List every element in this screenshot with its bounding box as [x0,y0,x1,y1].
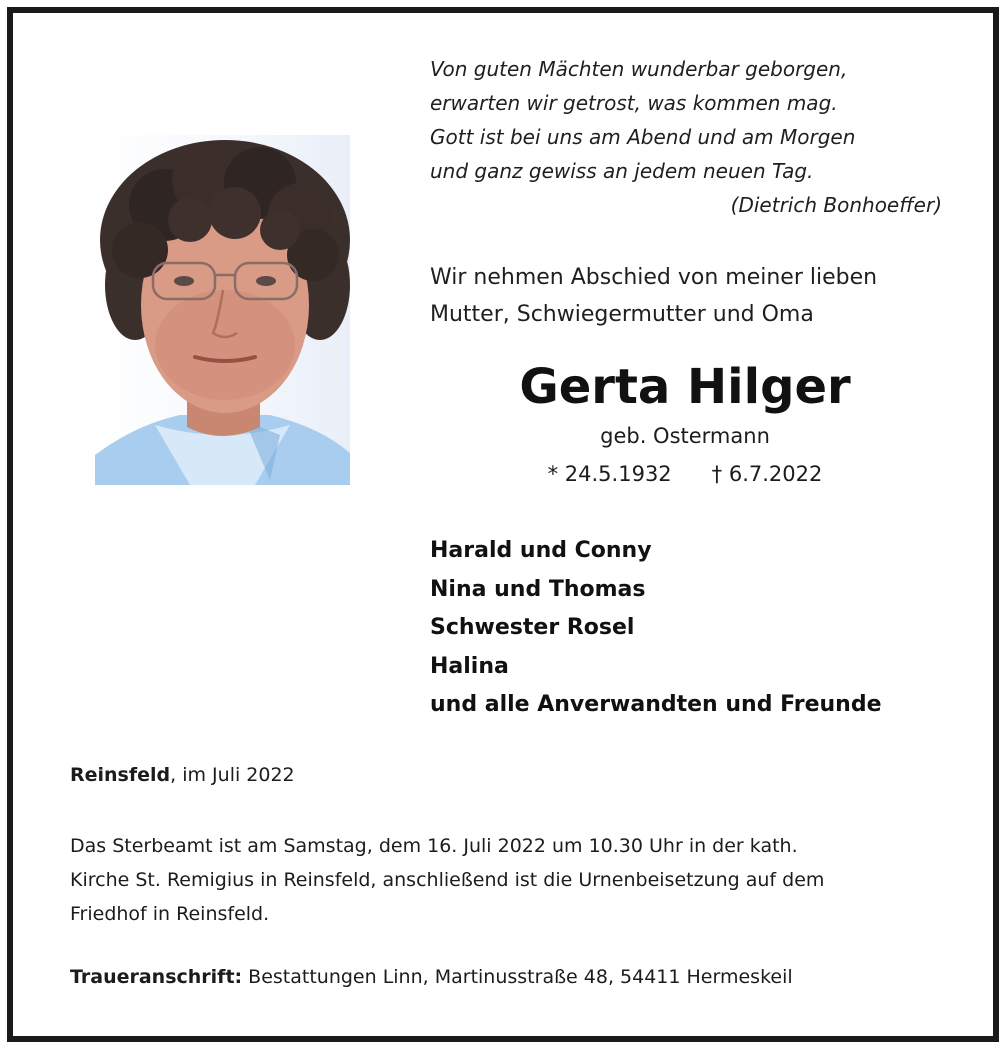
mourner-entry: Schwester Rosel [430,615,635,640]
portrait-illustration [95,135,350,485]
poem-line: und ganz gewiss an jedem neuen Tag. [430,159,814,183]
intro-line: Wir nehmen Abschied von meiner lieben [430,265,878,290]
mourning-address [70,961,793,993]
poem-line: Von guten Mächten wunderbar geborgen, [430,57,848,81]
poem-line: Gott ist bei uns am Abend und am Morgen [430,125,856,149]
deceased-name: Gerta Hilger [519,359,851,415]
death-date: † 6.7.2022 [711,462,823,486]
mourner-entry: und alle Anverwandten und Freunde [430,692,882,717]
mourner-entry: Harald und Conny [430,538,652,563]
address-value: Bestattungen Linn, Martinusstraße 48, 54411 Hermeskeil [242,966,793,988]
farewell-intro [430,259,970,333]
poem-line: erwarten wir getrost, was kommen mag. [430,91,838,115]
mourner-entry: Nina und Thomas [430,576,646,602]
service-line: Kirche St. Remigius in Reinsfeld, anschließend ist die Urnenbeisetzung auf dem [70,869,825,891]
service-info [70,829,950,931]
portrait-photo [95,135,350,485]
place-and-date [70,759,295,791]
poem-quote [430,52,950,222]
mourner-entry: Halina [430,653,509,679]
life-dates [430,457,940,491]
birth-date: * 24.5.1932 [547,462,672,486]
service-line: Friedhof in Reinsfeld. [70,903,270,925]
intro-line: Mutter, Schwiegermutter und Oma [430,302,814,327]
service-line: Das Sterbeamt ist am Samstag, dem 16. Juli 2022 um 10.30 Uhr in der kath. [70,835,798,857]
address-label: Traueranschrift: [70,966,243,988]
mourners-list [430,532,970,725]
maiden-name: geb. Ostermann [600,424,770,448]
poem-author: (Dietrich Bonhoeffer) [730,193,942,217]
place-name: Reinsfeld [70,764,171,786]
date-text: , im Juli 2022 [170,764,295,786]
